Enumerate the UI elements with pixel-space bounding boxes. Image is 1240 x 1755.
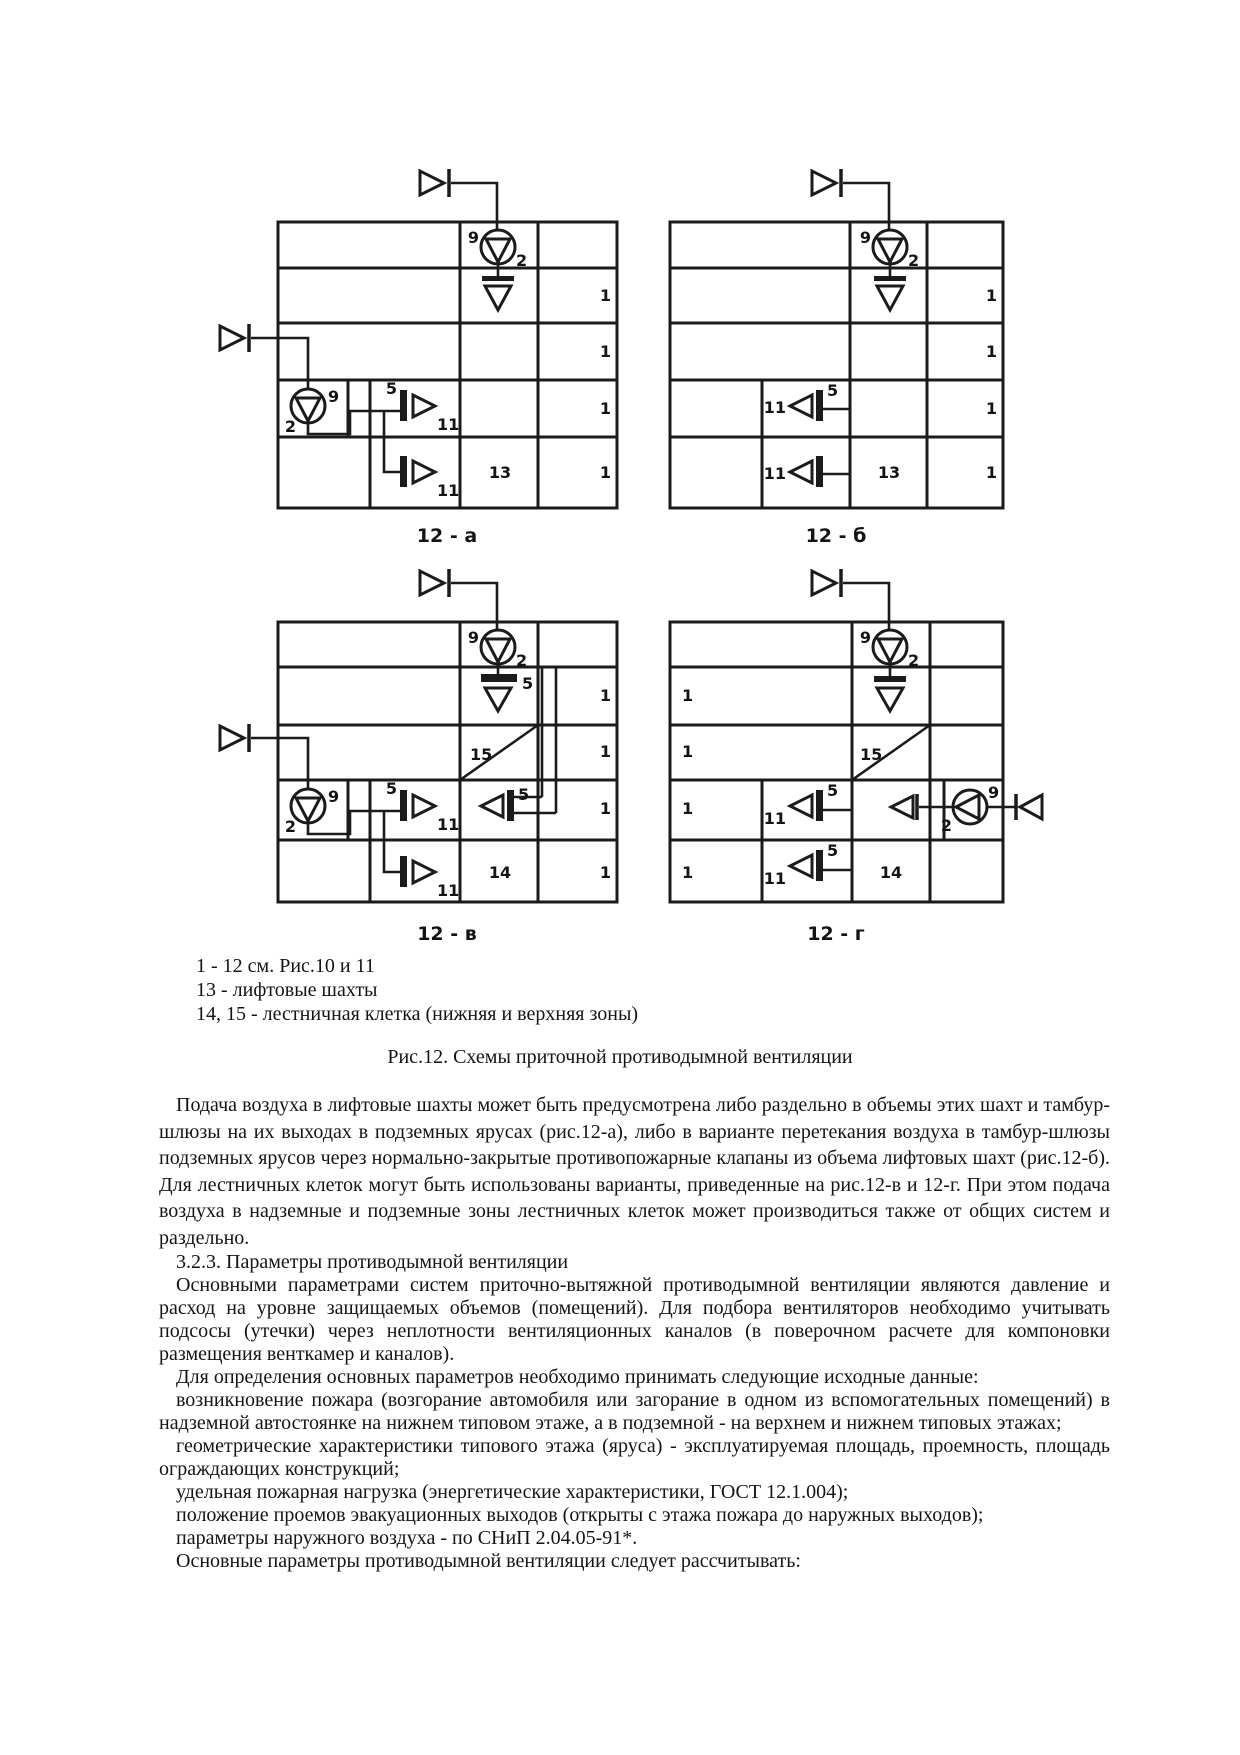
floor-label: 1 <box>985 342 997 361</box>
fire-damper-icon <box>790 456 850 487</box>
legend-line-3: 14, 15 - лестничная клетка (нижняя и верхняя зоны) <box>196 1003 639 1025</box>
supply-outlet-icon <box>874 264 906 310</box>
floor-label: 1 <box>682 742 694 761</box>
building-grid <box>278 222 617 508</box>
fan-intake-number: 9 <box>988 783 1000 802</box>
damper-number: 5 <box>518 785 530 804</box>
diagram-12-a <box>220 169 617 547</box>
stair-lower-zone-label: 14 <box>488 863 512 882</box>
tambour-damper-number: 11 <box>437 815 460 834</box>
stair-lower-zone-label: 14 <box>879 863 903 882</box>
legend-line-2: 13 - лифтовые шахты <box>196 979 378 1001</box>
floor-labels <box>682 686 693 882</box>
fire-damper-icon <box>400 456 435 487</box>
damper-number: 5 <box>827 381 839 400</box>
supply-outlet-icon <box>482 264 514 310</box>
fan-number: 2 <box>516 251 528 270</box>
paragraph-4: Для определения основных параметров необходимо принимать следующие исходные данные: <box>176 1366 979 1388</box>
building-grid <box>670 622 1003 902</box>
floor-label: 1 <box>599 342 611 361</box>
damper-number: 5 <box>522 674 534 693</box>
stair-upper-zone-label: 15 <box>470 745 493 764</box>
damper-number: 5 <box>827 841 839 860</box>
floor-labels <box>600 286 611 482</box>
fan-intake-number: 9 <box>328 387 340 406</box>
diagram-caption: 12 - в <box>417 923 477 945</box>
stair-upper-zone-label: 15 <box>860 745 883 764</box>
floor-label: 1 <box>682 799 694 818</box>
fire-damper-icon <box>400 856 435 887</box>
body-text <box>159 1092 1110 1573</box>
building-grid <box>670 222 1003 508</box>
damper-number: 5 <box>827 781 839 800</box>
tambour-damper-number: 11 <box>763 809 786 828</box>
fan-intake-number: 9 <box>859 228 871 247</box>
fire-damper-icon <box>481 790 514 821</box>
damper-number: 5 <box>385 379 397 398</box>
paragraph-9: параметры наружного воздуха - по СНиП 2.04.05-91*. <box>176 1527 638 1549</box>
diagram-caption: 12 - а <box>416 525 478 547</box>
diagram-caption: 12 - г <box>807 923 865 945</box>
tambour-damper-number: 11 <box>763 398 786 417</box>
paragraph-8: положение проемов эвакуационных выходов (открыты с этажа пожара до наружных выходов); <box>176 1504 984 1526</box>
fan-number: 2 <box>908 651 920 670</box>
floor-label: 1 <box>985 399 997 418</box>
duct-line <box>308 411 400 472</box>
building-grid <box>278 622 617 902</box>
floor-label: 1 <box>599 742 611 761</box>
figure-caption: Рис.12. Схемы приточной противодымной вентиляции <box>387 1046 853 1068</box>
paragraph-1: Подача воздуха в лифтовые шахты может быть предусмотрена либо раздельно в объемы этих шахт и тамбур-шлюзы на их выходах в подземных ярусах (рис.12-а), либо в варианте перетекания воздуха в тамбур-шлюзы подземных ярусов через нормально-закрытые противопожарные клапаны из объема лифтовых шахт (рис.12-б). Для лестничных клеток могут быть использованы варианты, приведенные на рис.12-в и 12-г. При этом подача воздуха в надземные и подземные зоны лестничных клеток может производиться также от общих систем и раздельно. <box>159 1094 1110 1249</box>
fan-icon <box>873 630 907 664</box>
fan-icon <box>481 630 515 664</box>
floor-labels <box>986 286 997 482</box>
paragraph-10: Основные параметры противодымной вентиляции следует рассчитывать: <box>176 1550 801 1572</box>
fan-icon <box>873 230 907 264</box>
fan-number: 2 <box>908 251 920 270</box>
floor-label: 1 <box>682 863 694 882</box>
floor-label: 1 <box>599 286 611 305</box>
paragraph-5: возникновение пожара (возгорание автомобиля или загорание в одном из вспомогательных помещений) в надземной автостоянке на нижнем типовом этаже, а в подземной - на верхнем и нижнем типовых этажах; <box>159 1389 1110 1434</box>
damper-number: 5 <box>385 779 397 798</box>
floor-label: 1 <box>599 799 611 818</box>
fire-damper-icon <box>790 850 852 881</box>
fan-icon <box>953 790 987 824</box>
tambour-damper-number: 11 <box>437 481 460 500</box>
elevator-shaft-label: 13 <box>877 463 901 482</box>
supply-outlet-icon <box>874 664 906 711</box>
tambour-damper-number: 11 <box>437 881 460 900</box>
fan-intake-number: 9 <box>467 228 479 247</box>
tambour-damper-number: 11 <box>763 869 786 888</box>
paragraph-7: удельная пожарная нагрузка (энергетические характеристики, ГОСТ 12.1.004); <box>176 1481 849 1503</box>
fire-damper-icon <box>400 790 435 821</box>
tambour-damper-number: 11 <box>763 464 786 483</box>
fan-number: 2 <box>284 417 296 436</box>
floor-label: 1 <box>599 863 611 882</box>
diagram-12-v <box>220 569 617 945</box>
fan-icon <box>291 789 325 823</box>
diagram-caption: 12 - б <box>805 525 867 547</box>
figure-legend <box>196 954 1240 1026</box>
diagram-12-b <box>670 169 1003 547</box>
fan-number: 2 <box>940 816 952 835</box>
supply-outlet-icon <box>481 664 517 711</box>
floor-label: 1 <box>682 686 694 705</box>
floor-label: 1 <box>985 286 997 305</box>
fan-intake-number: 9 <box>467 628 479 647</box>
fan-icon <box>481 230 515 264</box>
diagram-12-g <box>670 569 1042 945</box>
elevator-shaft-label: 13 <box>488 463 512 482</box>
floor-label: 1 <box>599 463 611 482</box>
fire-damper-icon <box>790 790 852 821</box>
floor-label: 1 <box>599 399 611 418</box>
paragraph-2-section-heading: 3.2.3. Параметры противодымной вентиляции <box>176 1251 569 1273</box>
tambour-damper-number: 11 <box>437 415 460 434</box>
floor-labels <box>600 686 611 882</box>
fan-intake-number: 9 <box>328 787 340 806</box>
fan-number: 2 <box>516 651 528 670</box>
fan-icon <box>291 389 325 423</box>
floor-label: 1 <box>985 463 997 482</box>
fire-damper-icon <box>790 390 850 421</box>
paragraph-3: Основными параметрами систем приточно-вытяжной противодымной вентиляции являются давление и расход на уровне защищаемых объемов (помещений). Для подбора вентиляторов необходимо учитывать подсосы (утечки) через неплотности вентиляционных каналов (в поверочном расчете для компоновки размещения венткамер и каналов). <box>159 1274 1110 1365</box>
fire-damper-icon <box>400 390 435 421</box>
fan-number: 2 <box>284 817 296 836</box>
floor-label: 1 <box>599 686 611 705</box>
fan-intake-number: 9 <box>859 628 871 647</box>
paragraph-6: геометрические характеристики типового этажа (яруса) - эксплуатируемая площадь, проемность, площадь ограждающих конструкций; <box>159 1435 1110 1480</box>
legend-line-1: 1 - 12 см. Рис.10 и 11 <box>196 955 375 977</box>
